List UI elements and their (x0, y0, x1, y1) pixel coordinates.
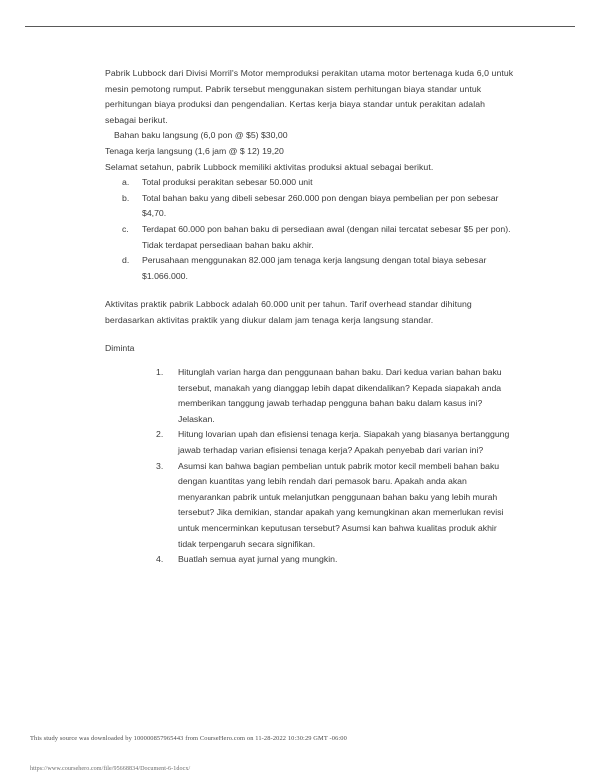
list-item (105, 365, 517, 427)
list-item (105, 191, 517, 222)
list-item-text: Hitung lovarian upah dan efisiensi tenaga kerja. Siapakah yang biasanya bertanggung jawab terhadap varian efisiensi tenaga kerja? Apakah penyebab dari varian ini? (178, 429, 510, 456)
list-marker: b. (122, 192, 130, 203)
list-marker: 4. (156, 554, 164, 565)
source-url-link[interactable]: https://www.coursehero.com/file/95668834/Document-6-1docx/ (30, 766, 191, 772)
actual-activity-list (105, 175, 517, 284)
list-marker: d. (122, 255, 130, 266)
header-divider (25, 26, 575, 27)
list-item-text: Total bahan baku yang dibeli sebesar 260.000 pon dengan biaya pembelian per pon sebesar $4,70. (142, 192, 499, 219)
list-item (105, 552, 517, 568)
list-item-text: Asumsi kan bahwa bagian pembelian untuk pabrik motor kecil membeli bahan baku dengan kuantitas yang lebih rendah dari pemasok baru. Apakah anda akan menyarankan pabrik untuk melanjutkan penggunaan bahan baku yang lebih murah tersebut? Jika demikian, standar apakah yang kemungkinan akan memerlukan revisi untuk mencerminkan keputusan tersebut? Asumsi kan bahwa kualitas produk akhir tidak terpengaruh secara signifikan. (178, 460, 504, 549)
list-item-text: Buatlah semua ayat jurnal yang mungkin. (178, 554, 338, 565)
list-marker: 3. (156, 460, 164, 471)
list-item (105, 222, 517, 253)
document-body (105, 66, 517, 568)
download-attribution-note: This study source was downloaded by 100000857965443 from CourseHero.com on 11-28-2022 10:30:29 GMT -06:00 (30, 735, 347, 742)
list-item (105, 253, 517, 284)
cost-line-direct-materials: Bahan baku langsung (6,0 pon @ $5) $30,00 (114, 130, 288, 141)
list-marker: 1. (156, 367, 164, 378)
required-heading: Diminta (105, 342, 135, 353)
list-marker: c. (122, 223, 129, 234)
list-marker: a. (122, 177, 130, 188)
practical-activity-paragraph: Aktivitas praktik pabrik Labbock adalah 60.000 unit per tahun. Tarif overhead standar dihitung berdasarkan aktivitas praktik yang diukur dalam jam tenaga kerja langsung standar. (105, 299, 472, 325)
intro-paragraph: Pabrik Lubbock dari Divisi Morril's Motor memproduksi perakitan utama motor bertenaga kuda 6,0 untuk mesin pemotong rumput. Pabrik tersebut menggunakan sistem perhitungan biaya standar untuk perhitungan biaya produksi dan pengendalian. Kertas kerja biaya standar untuk perakitan adalah sebagai berikut. (105, 68, 514, 125)
cost-line-direct-labor: Tenaga kerja langsung (1,6 jam @ $ 12) 19,20 (105, 145, 284, 156)
list-item-text: Hitunglah varian harga dan penggunaan bahan baku. Dari kedua varian bahan baku tersebut, manakah yang dianggap lebih dapat dikendalikan? Kepada siapakah anda memberikan tanggung jawab terhadap pengguna bahan baku dalam kasus ini? Jelaskan. (178, 367, 502, 424)
required-list (105, 365, 517, 568)
list-marker: 2. (156, 429, 164, 440)
list-item-text: Perusahaan menggunakan 82.000 jam tenaga kerja langsung dengan total biaya sebesar $1.066.000. (142, 255, 487, 281)
list-item (105, 427, 517, 458)
list-item-text: Total produksi perakitan sebesar 50.000 unit (142, 177, 313, 188)
actual-activity-intro: Selamat setahun, pabrik Lubbock memiliki aktivitas produksi aktual sebagai berikut. (105, 161, 434, 172)
list-item (105, 459, 517, 553)
list-item (105, 175, 517, 191)
list-item-text: Terdapat 60.000 pon bahan baku di persediaan awal (dengan nilai tercatat sebesar $5 per pon). Tidak terdapat persediaan bahan baku akhir. (142, 223, 511, 250)
